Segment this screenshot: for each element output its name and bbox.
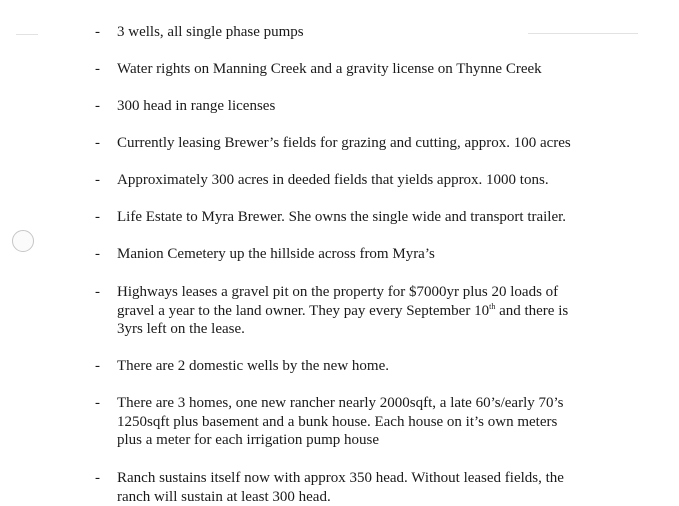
bullet-dash: -: [95, 470, 100, 486]
bullet-dash: -: [95, 209, 100, 225]
list-item-text: There are 3 homes, one new rancher nearly 2000sqft, a late 60’s/early 70’s 1250sqft plus basement and a bunk house. Each house on it’s own meters plus a meter for each irrigation pump house: [117, 395, 564, 448]
list-item-text: There are 2 domestic wells by the new home.: [117, 358, 389, 374]
list-item-text: Ranch sustains itself now with approx 350 head. Without leased fields, the ranch will sustain at least 300 head.: [117, 470, 564, 505]
list-item-text: Currently leasing Brewer’s fields for grazing and cutting, approx. 100 acres: [117, 135, 571, 151]
list-item-text: Manion Cemetery up the hillside across from Myra’s: [117, 246, 435, 262]
bullet-dash: -: [95, 61, 100, 77]
bullet-dash: -: [95, 358, 100, 374]
bullet-dash: -: [95, 135, 100, 151]
list-item-text: Approximately 300 acres in deeded fields that yields approx. 1000 tons.: [117, 172, 549, 188]
bullet-dash: -: [95, 98, 100, 114]
bullet-dash: -: [95, 395, 100, 411]
bullet-dash: -: [95, 246, 100, 262]
bullet-dash: -: [95, 172, 100, 188]
superscript-ordinal: th: [489, 301, 496, 311]
scan-artifact-line: [16, 34, 38, 35]
list-item-text: Water rights on Manning Creek and a gravity license on Thynne Creek: [117, 61, 542, 77]
list-item-text: Highways leases a gravel pit on the property for $7000yr plus 20 loads of gravel a year to the land owner. They pay every September 10th and there is 3yrs left on the lease.: [117, 284, 569, 337]
list-item-text: 3 wells, all single phase pumps: [117, 24, 304, 40]
punch-hole-icon: [12, 230, 34, 252]
list-item-text: Life Estate to Myra Brewer. She owns the single wide and transport trailer.: [117, 209, 567, 225]
bullet-dash: -: [95, 284, 100, 300]
list-item-text: 300 head in range licenses: [117, 98, 276, 114]
bullet-dash: -: [95, 24, 100, 40]
